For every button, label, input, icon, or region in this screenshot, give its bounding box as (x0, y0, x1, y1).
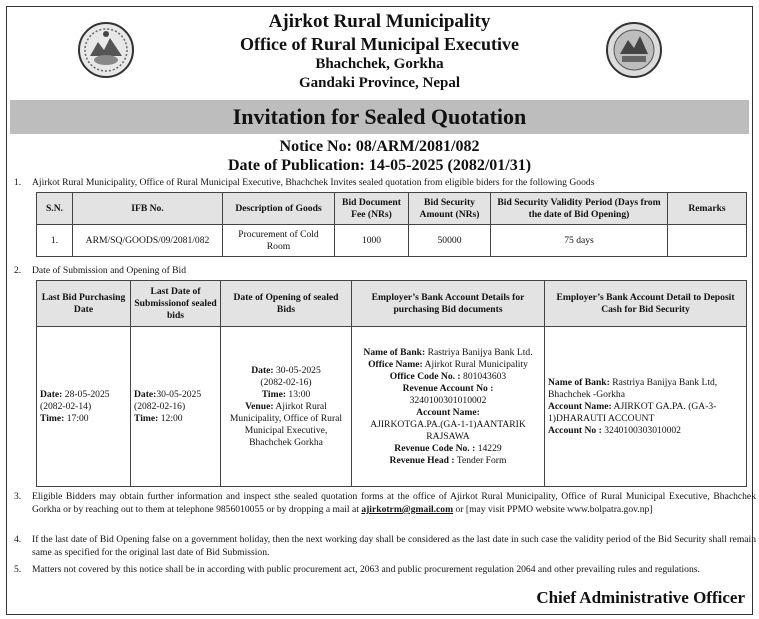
table-header: IFB No. (73, 193, 223, 225)
publication-date: Date of Publication: 14-05-2025 (2082/01/31) (227, 157, 532, 174)
item-text: Ajirkot Rural Municipality, Office of Rural Municipal Executive, Bhachchek Invites sealed quotation from eligible biders for the following Goods (32, 177, 595, 188)
table-cell: 50000 (409, 225, 491, 257)
table-header: Description of Goods (223, 193, 335, 225)
table-header: Last Bid Purchasing Date (37, 281, 131, 327)
table-cell: 75 days (491, 225, 668, 257)
table-cell: 1000 (335, 225, 409, 257)
letterhead (0, 10, 759, 93)
item-number: 2. (14, 265, 22, 276)
table-cell (668, 225, 747, 257)
item-number: 4. (14, 534, 22, 545)
item-text: If the last date of Bid Opening false on a government holiday, then the next working day shall be considered as the last date in such case the validity period of the Bid Security shall remain same as specified for the original last date of Bid Submission. (32, 534, 756, 558)
table-row (37, 225, 747, 257)
email-link[interactable]: ajirkotrm@gmail.com (361, 504, 454, 515)
item-text: Date of Submission and Opening of Bid (32, 265, 187, 276)
table-cell: Procurement of Cold Room (223, 225, 335, 257)
table-header: Date of Opening of sealed Bids (221, 281, 352, 327)
table-header: Bid Security Amount (NRs) (409, 193, 491, 225)
submission-date-cell: Date:30-05-2025 (2082-02-16) Time: 12:00 (131, 327, 221, 487)
notice-title: Invitation for Sealed Quotation (10, 100, 749, 134)
table-header: Remarks (668, 193, 747, 225)
purchase-date-cell: Date: 28-05-2025 (2082-02-14) Time: 17:00 (37, 327, 131, 487)
table-header: Last Date of Submissionof sealed bids (131, 281, 221, 327)
bid-schedule-table (36, 280, 747, 487)
table-header-row (37, 193, 747, 225)
office-name: Office of Rural Municipal Executive (240, 34, 519, 54)
item-number: 3. (14, 491, 22, 502)
table-header: Employer’s Bank Account Detail to Deposit Cash for Bid Security (545, 281, 747, 327)
bid-doc-bank-cell: Name of Bank: Rastriya Banijya Bank Ltd. Office Name: Ajirkot Rural Municipality Office Code No. : 801043603 Revenue Account No : 3240100301010002 Account Name: AJIRKOTGA.PA.(GA-1-1)AANTARIK RAJSAWA Revenue Code No. : 14229 Revenue Head : Tender Form (352, 327, 545, 487)
table-header-row (37, 281, 747, 327)
table-cell: ARM/SQ/GOODS/09/2081/082 (73, 225, 223, 257)
office-address: Bhachchek, Gorkha (315, 56, 444, 72)
item-number: 5. (14, 564, 22, 575)
signatory-title: Chief Administrative Officer (536, 588, 745, 607)
table-header: Bid Security Validity Period (Days from the date of Bid Opening) (491, 193, 668, 225)
province-country: Gandaki Province, Nepal (299, 75, 460, 91)
table-header: S.N. (37, 193, 73, 225)
table-cell: 1. (37, 225, 73, 257)
goods-table (36, 192, 747, 257)
notice-meta (0, 137, 759, 175)
table-header: Employer’s Bank Account Details for purchasing Bid documents (352, 281, 545, 327)
table-row (37, 327, 747, 487)
item-text: Eligible Bidders may obtain further information and inspect sthe sealed quotation forms at the office of Ajirkot Rural Municipality, Office of Rural Municipal Executive, Bhachchek Gorkha or by reaching out to them at telephone 9856010055 or by dropping a mail at ajirkotrm@gmail.com or [may visit PPMO website www.bolpatra.gov.np] (32, 491, 756, 515)
notice-number: Notice No: 08/ARM/2081/082 (279, 138, 480, 155)
opening-date-cell: Date: 30-05-2025 (2082-02-16) Time: 13:00 Venue: Ajirkot Rural Municipality, Office of Rural Municipal Executive, Bhachchek Gorkha (221, 327, 352, 487)
item-text: Matters not covered by this notice shall be in according with public procurement act, 2063 and public procurement regulation 2064 and other prevailing rules and regulations. (32, 564, 700, 575)
bid-security-bank-cell: Name of Bank: Rastriya Banijya Bank Ltd, Bhachchek -Gorkha Account Name: AJIRKOT GA.PA. (GA-3-1)DHARAUTI ACCOUNT Account No : 3240100303010002 (545, 327, 747, 487)
item-number: 1. (14, 177, 22, 188)
table-header: Bid Document Fee (NRs) (335, 193, 409, 225)
municipality-name: Ajirkot Rural Municipality (268, 11, 491, 32)
